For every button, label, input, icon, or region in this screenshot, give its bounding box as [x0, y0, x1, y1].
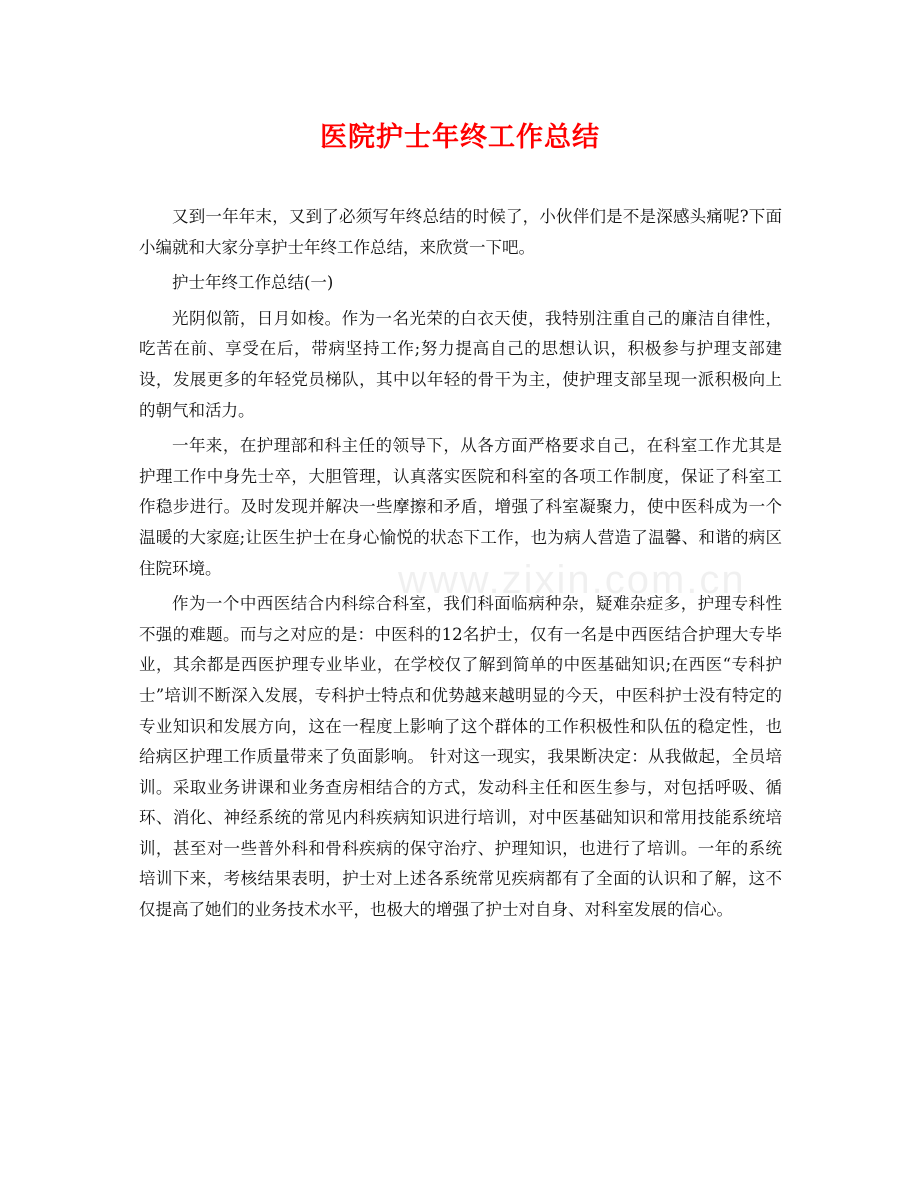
section-heading: 护士年终工作总结(一)	[172, 273, 334, 293]
body-paragraph: 作为一个中西医结合内科综合科室，我们科面临病种杂，疑难杂症多，护理专科性不强的难题。而与之对应的是：中医科的12名护士，仅有一名是中西医结合护理大专毕业，其余都是西医护理专业毕业，在学校仅了解到简单的中医基础知识;在西医“专科护士”培训不断深入发展，专科护士特点和优势越来越明显的今天，中医科护士没有特定的专业知识和发展方向，这在一程度上影响了这个群体的工作积极性和队伍的稳定性，也给病区护理工作质量带来了负面影响。 针对这一现实，我果断决定：从我做起，全员培训。采取业务讲课和业务查房相结合的方式，发动科主任和医生参与，对包括呼吸、循环、消化、神经系统的常见内科疾病知识进行培训，对中医基础知识和常用技能系统培训，甚至对一些普外科和骨科疾病的保守治疗、护理知识，也进行了培训。一年的系统培训下来，考核结果表明，护士对上述各系统常见疾病都有了全面的认识和了解，这不仅提高了她们的业务技术水平，也极大的增强了护士对自身、对科室发展的信心。	[139, 594, 782, 920]
intro-paragraph: 又到一年年末，又到了必须写年终总结的时候了，小伙伴们是不是深感头痛呢?下面小编就和大家分享护士年终工作总结，来欣赏一下吧。	[139, 207, 782, 257]
body-paragraph: 一年来，在护理部和科主任的领导下，从各方面严格要求自己，在科室工作尤其是护理工作中身先士卒，大胆管理，认真落实医院和科室的各项工作制度，保证了科室工作稳步进行。及时发现并解决一些摩擦和矛盾，增强了科室凝聚力，使中医科成为一个温暖的大家庭;让医生护士在身心愉悦的状态下工作，也为病人营造了温馨、和谐的病区住院环境。	[139, 436, 782, 578]
document-body	[139, 202, 782, 931]
watermark: www.zixin.com.cn	[398, 558, 746, 602]
body-paragraph: 光阴似箭，日月如梭。作为一名光荣的白衣天使，我特别注重自己的廉洁自律性，吃苦在前、享受在后，带病坚持工作;努力提高自己的思想认识，积极参与护理支部建设，发展更多的年轻党员梯队，其中以年轻的骨干为主，使护理支部呈现一派积极向上的朝气和活力。	[139, 308, 782, 420]
document-title: 医院护士年终工作总结	[320, 122, 600, 153]
